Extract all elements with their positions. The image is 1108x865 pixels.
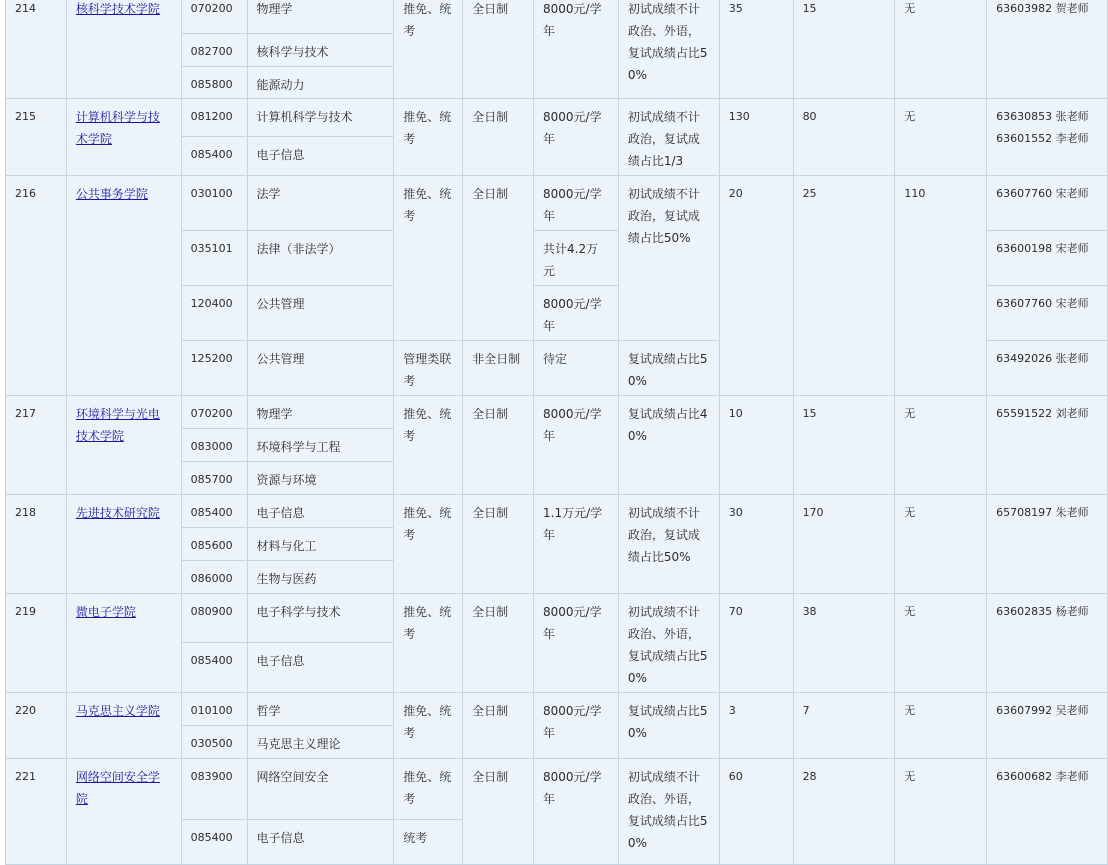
admission-type: 推免、统考: [394, 0, 463, 99]
major-name: 材料与化工: [247, 528, 394, 561]
admission-type: 统考: [394, 820, 463, 865]
major-code: 035101: [181, 231, 247, 286]
major-code: 085600: [181, 528, 247, 561]
major-code: 030100: [181, 176, 247, 231]
table-row: [6, 176, 1108, 231]
major-name: 电子信息: [247, 820, 394, 865]
major-code: 085400: [181, 495, 247, 528]
contact: 65708197 朱老师: [987, 495, 1108, 594]
tuition-fee: 8000元/学年: [534, 693, 619, 759]
tuition-fee: 待定: [534, 341, 619, 396]
quota-2: 80: [793, 99, 895, 176]
school-cell: [66, 99, 181, 176]
tuition-fee: 8000元/学年: [534, 99, 619, 176]
major-code: 085800: [181, 67, 247, 99]
quota-2: 28: [793, 759, 895, 865]
study-mode: 全日制: [463, 693, 534, 759]
school-link[interactable]: 环境科学与光电技术学院: [75, 407, 160, 443]
school-cell: [66, 693, 181, 759]
tuition-fee: 8000元/学年: [534, 286, 619, 341]
major-code: 070200: [181, 0, 247, 34]
admission-type: 推免、统考: [394, 594, 463, 693]
quota-3: 无: [895, 99, 987, 176]
major-name: 环境科学与工程: [247, 429, 394, 462]
quota-3: 无: [895, 759, 987, 865]
major-name: 公共管理: [247, 286, 394, 341]
row-id: 215: [6, 99, 67, 176]
school-cell: [66, 0, 181, 99]
major-name: 法律（非法学）: [247, 231, 394, 286]
major-code: 085400: [181, 643, 247, 693]
score-weight: 初试成绩不计政治，复试成绩占比50%: [618, 495, 719, 594]
row-id: 219: [6, 594, 67, 693]
admission-type: 推免、统考: [394, 759, 463, 820]
row-id: 221: [6, 759, 67, 865]
major-code: 030500: [181, 726, 247, 759]
major-code: 010100: [181, 693, 247, 726]
quota-2: 15: [793, 0, 895, 99]
quota-2: 7: [793, 693, 895, 759]
table-row: [6, 759, 1108, 820]
school-link[interactable]: 核科学技术学院: [75, 2, 160, 16]
contact: 63607992 吴老师: [987, 693, 1108, 759]
tuition-fee: 8000元/学年: [534, 594, 619, 693]
quota-3: 无: [895, 594, 987, 693]
contact: 63630853 张老师 63601552 李老师: [987, 99, 1108, 176]
contact: 63603982 贺老师: [987, 0, 1108, 99]
study-mode: 非全日制: [463, 341, 534, 396]
table-row: [6, 396, 1108, 429]
major-name: 电子信息: [247, 495, 394, 528]
tuition-fee: 8000元/学年: [534, 176, 619, 231]
admission-type: 管理类联考: [394, 341, 463, 396]
quota-1: 3: [719, 693, 793, 759]
major-name: 生物与医药: [247, 561, 394, 594]
major-name: 公共管理: [247, 341, 394, 396]
table-row: [6, 693, 1108, 726]
quota-1: 70: [719, 594, 793, 693]
score-weight: 初试成绩不计政治、外语，复试成绩占比50%: [618, 0, 719, 99]
major-code: 082700: [181, 34, 247, 67]
major-name: 电子信息: [247, 643, 394, 693]
quota-2: 25: [793, 176, 895, 396]
school-cell: [66, 176, 181, 396]
row-id: 216: [6, 176, 67, 396]
quota-3: 无: [895, 0, 987, 99]
school-link[interactable]: 微电子学院: [75, 605, 136, 619]
row-id: 214: [6, 0, 67, 99]
major-code: 120400: [181, 286, 247, 341]
score-weight: 复试成绩占比50%: [618, 693, 719, 759]
major-name: 网络空间安全: [247, 759, 394, 820]
row-id: 220: [6, 693, 67, 759]
contact: 63600198 宋老师: [987, 231, 1108, 286]
school-link[interactable]: 先进技术研究院: [75, 506, 160, 520]
contact: 63600682 李老师: [987, 759, 1108, 865]
school-cell: [66, 495, 181, 594]
quota-1: 10: [719, 396, 793, 495]
contact: 65591522 刘老师: [987, 396, 1108, 495]
quota-3: 110: [895, 176, 987, 396]
tuition-fee: 8000元/学年: [534, 0, 619, 99]
study-mode: 全日制: [463, 594, 534, 693]
study-mode: 全日制: [463, 176, 534, 341]
quota-2: 170: [793, 495, 895, 594]
quota-3: 无: [895, 396, 987, 495]
major-code: 083000: [181, 429, 247, 462]
major-name: 法学: [247, 176, 394, 231]
enrollment-table: [5, 0, 1108, 865]
contact: 63607760 宋老师: [987, 176, 1108, 231]
score-weight: 初试成绩不计政治，复试成绩占比50%: [618, 176, 719, 341]
admission-type: 推免、统考: [394, 176, 463, 341]
major-name: 马克思主义理论: [247, 726, 394, 759]
table-row: [6, 594, 1108, 643]
major-code: 125200: [181, 341, 247, 396]
quota-1: 130: [719, 99, 793, 176]
major-code: 086000: [181, 561, 247, 594]
quota-2: 15: [793, 396, 895, 495]
major-name: 核科学与技术: [247, 34, 394, 67]
study-mode: 全日制: [463, 99, 534, 176]
contact: 63602835 杨老师: [987, 594, 1108, 693]
contact: 63607760 宋老师: [987, 286, 1108, 341]
contact: 63492026 张老师: [987, 341, 1108, 396]
major-name: 哲学: [247, 693, 394, 726]
tuition-fee: 8000元/学年: [534, 759, 619, 865]
admission-type: 推免、统考: [394, 396, 463, 495]
table-row: [6, 495, 1108, 528]
school-link[interactable]: 公共事务学院: [75, 187, 148, 201]
score-weight: 复试成绩占比50%: [618, 341, 719, 396]
major-code: 080900: [181, 594, 247, 643]
major-code: 083900: [181, 759, 247, 820]
score-weight: 初试成绩不计政治，复试成绩占比1/3: [618, 99, 719, 176]
study-mode: 全日制: [463, 759, 534, 865]
school-cell: [66, 594, 181, 693]
quota-2: 38: [793, 594, 895, 693]
school-cell: [66, 396, 181, 495]
table-row: [6, 99, 1108, 137]
admission-type: 推免、统考: [394, 495, 463, 594]
study-mode: 全日制: [463, 495, 534, 594]
major-code: 070200: [181, 396, 247, 429]
quota-1: 35: [719, 0, 793, 99]
score-weight: 初试成绩不计政治、外语，复试成绩占比50%: [618, 594, 719, 693]
major-name: 电子信息: [247, 137, 394, 176]
school-link[interactable]: 网络空间安全学院: [75, 770, 160, 806]
major-name: 物理学: [247, 0, 394, 34]
table-row: [6, 0, 1108, 34]
admission-type: 推免、统考: [394, 99, 463, 176]
tuition-fee: 共计4.2万元: [534, 231, 619, 286]
score-weight: 初试成绩不计政治、外语，复试成绩占比50%: [618, 759, 719, 865]
major-name: 能源动力: [247, 67, 394, 99]
quota-1: 20: [719, 176, 793, 396]
score-weight: 复试成绩占比40%: [618, 396, 719, 495]
major-code: 085700: [181, 462, 247, 495]
quota-3: 无: [895, 693, 987, 759]
study-mode: 全日制: [463, 396, 534, 495]
major-name: 物理学: [247, 396, 394, 429]
study-mode: 全日制: [463, 0, 534, 99]
major-name: 资源与环境: [247, 462, 394, 495]
school-link[interactable]: 马克思主义学院: [75, 704, 160, 718]
quota-1: 60: [719, 759, 793, 865]
tuition-fee: 1.1万元/学年: [534, 495, 619, 594]
row-id: 218: [6, 495, 67, 594]
admission-type: 推免、统考: [394, 693, 463, 759]
major-code: 085400: [181, 820, 247, 865]
major-code: 085400: [181, 137, 247, 176]
school-cell: [66, 759, 181, 865]
school-link[interactable]: 计算机科学与技术学院: [75, 110, 160, 146]
row-id: 217: [6, 396, 67, 495]
quota-1: 30: [719, 495, 793, 594]
major-name: 电子科学与技术: [247, 594, 394, 643]
tuition-fee: 8000元/学年: [534, 396, 619, 495]
major-name: 计算机科学与技术: [247, 99, 394, 137]
quota-3: 无: [895, 495, 987, 594]
major-code: 081200: [181, 99, 247, 137]
